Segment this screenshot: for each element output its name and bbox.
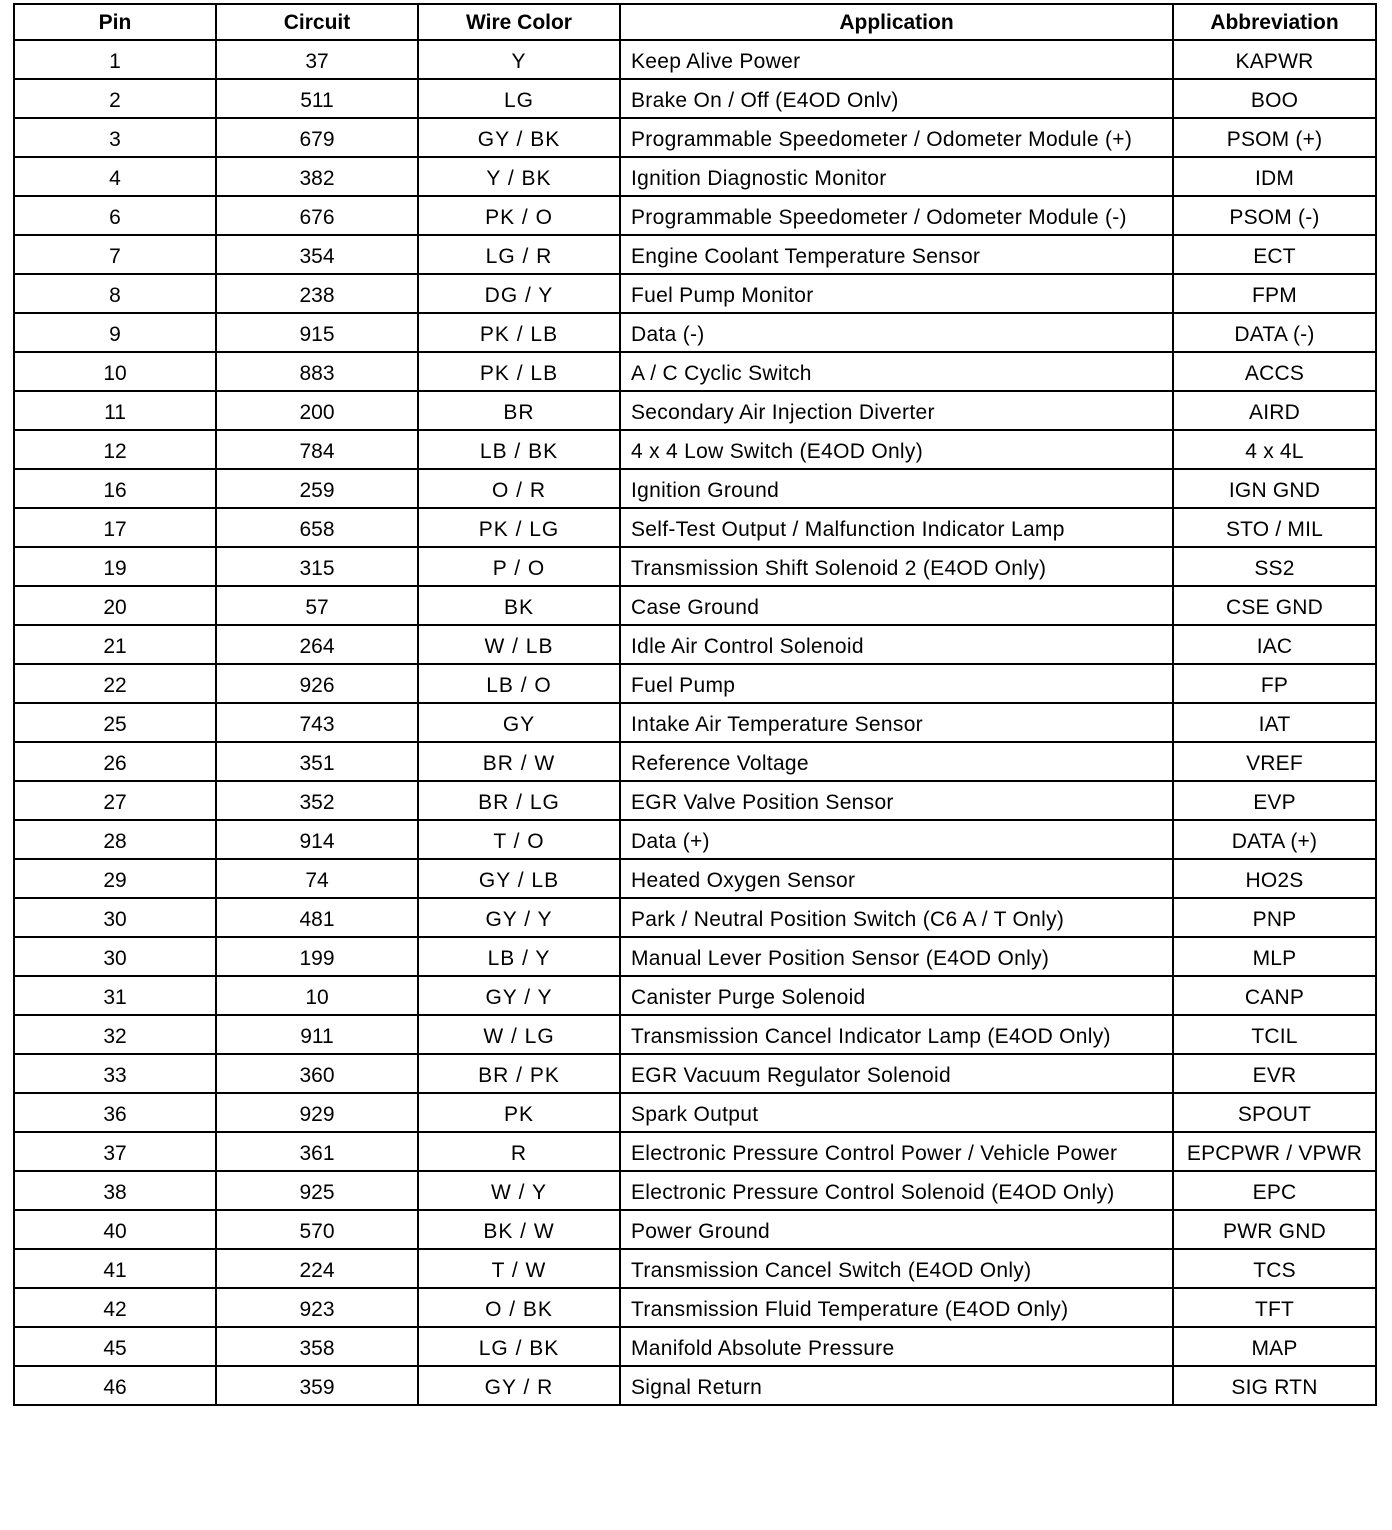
circuit-cell: 264 bbox=[216, 625, 418, 664]
circuit-cell: 259 bbox=[216, 469, 418, 508]
wire-color-cell: GY / Y bbox=[418, 976, 620, 1015]
wire-color-cell: BR bbox=[418, 391, 620, 430]
pin-cell: 22 bbox=[14, 664, 216, 703]
application-cell: Data (+) bbox=[620, 820, 1173, 859]
pin-cell: 30 bbox=[14, 898, 216, 937]
pin-cell: 38 bbox=[14, 1171, 216, 1210]
wire-color-cell: LG bbox=[418, 79, 620, 118]
application-cell: A / C Cyclic Switch bbox=[620, 352, 1173, 391]
header-abbreviation: Abbreviation bbox=[1173, 4, 1376, 40]
abbreviation-cell: TFT bbox=[1173, 1288, 1376, 1327]
circuit-cell: 37 bbox=[216, 40, 418, 79]
abbreviation-cell: SPOUT bbox=[1173, 1093, 1376, 1132]
table-row bbox=[14, 469, 1376, 508]
abbreviation-cell: MAP bbox=[1173, 1327, 1376, 1366]
header-row bbox=[14, 4, 1376, 40]
pin-cell: 19 bbox=[14, 547, 216, 586]
circuit-cell: 10 bbox=[216, 976, 418, 1015]
application-cell: Transmission Cancel Switch (E4OD Only) bbox=[620, 1249, 1173, 1288]
circuit-cell: 224 bbox=[216, 1249, 418, 1288]
table-row bbox=[14, 391, 1376, 430]
application-cell: Transmission Cancel Indicator Lamp (E4OD Only) bbox=[620, 1015, 1173, 1054]
wire-color-cell: LG / R bbox=[418, 235, 620, 274]
abbreviation-cell: IAC bbox=[1173, 625, 1376, 664]
table-row bbox=[14, 508, 1376, 547]
table-row bbox=[14, 547, 1376, 586]
application-cell: Electronic Pressure Control Solenoid (E4OD Only) bbox=[620, 1171, 1173, 1210]
wire-color-cell: GY / LB bbox=[418, 859, 620, 898]
table-row bbox=[14, 196, 1376, 235]
table-row bbox=[14, 937, 1376, 976]
table-row bbox=[14, 1249, 1376, 1288]
application-cell: Transmission Fluid Temperature (E4OD Only) bbox=[620, 1288, 1173, 1327]
circuit-cell: 57 bbox=[216, 586, 418, 625]
wire-color-cell: Y / BK bbox=[418, 157, 620, 196]
abbreviation-cell: TCIL bbox=[1173, 1015, 1376, 1054]
circuit-cell: 743 bbox=[216, 703, 418, 742]
circuit-cell: 359 bbox=[216, 1366, 418, 1405]
wire-color-cell: R bbox=[418, 1132, 620, 1171]
table-row bbox=[14, 40, 1376, 79]
pin-cell: 1 bbox=[14, 40, 216, 79]
pin-cell: 25 bbox=[14, 703, 216, 742]
application-cell: 4 x 4 Low Switch (E4OD Only) bbox=[620, 430, 1173, 469]
abbreviation-cell: IDM bbox=[1173, 157, 1376, 196]
wire-color-cell: O / R bbox=[418, 469, 620, 508]
table-row bbox=[14, 625, 1376, 664]
abbreviation-cell: HO2S bbox=[1173, 859, 1376, 898]
abbreviation-cell: STO / MIL bbox=[1173, 508, 1376, 547]
table-row bbox=[14, 430, 1376, 469]
abbreviation-cell: KAPWR bbox=[1173, 40, 1376, 79]
circuit-cell: 481 bbox=[216, 898, 418, 937]
circuit-cell: 511 bbox=[216, 79, 418, 118]
table-row bbox=[14, 664, 1376, 703]
application-cell: Reference Voltage bbox=[620, 742, 1173, 781]
table-row bbox=[14, 235, 1376, 274]
abbreviation-cell: AIRD bbox=[1173, 391, 1376, 430]
wire-color-cell: LB / Y bbox=[418, 937, 620, 976]
pinout-table bbox=[13, 3, 1377, 1406]
table-row bbox=[14, 781, 1376, 820]
pin-cell: 9 bbox=[14, 313, 216, 352]
pin-cell: 40 bbox=[14, 1210, 216, 1249]
pin-cell: 29 bbox=[14, 859, 216, 898]
circuit-cell: 658 bbox=[216, 508, 418, 547]
table-row bbox=[14, 79, 1376, 118]
application-cell: Data (-) bbox=[620, 313, 1173, 352]
wire-color-cell: GY / BK bbox=[418, 118, 620, 157]
wire-color-cell: Y bbox=[418, 40, 620, 79]
wire-color-cell: PK / LG bbox=[418, 508, 620, 547]
wire-color-cell: BK / W bbox=[418, 1210, 620, 1249]
abbreviation-cell: IAT bbox=[1173, 703, 1376, 742]
application-cell: Ignition Ground bbox=[620, 469, 1173, 508]
table-row bbox=[14, 1327, 1376, 1366]
application-cell: Programmable Speedometer / Odometer Module (-) bbox=[620, 196, 1173, 235]
application-cell: Engine Coolant Temperature Sensor bbox=[620, 235, 1173, 274]
pin-cell: 12 bbox=[14, 430, 216, 469]
circuit-cell: 352 bbox=[216, 781, 418, 820]
pin-cell: 2 bbox=[14, 79, 216, 118]
table-row bbox=[14, 157, 1376, 196]
circuit-cell: 915 bbox=[216, 313, 418, 352]
abbreviation-cell: TCS bbox=[1173, 1249, 1376, 1288]
application-cell: Programmable Speedometer / Odometer Module (+) bbox=[620, 118, 1173, 157]
application-cell: EGR Valve Position Sensor bbox=[620, 781, 1173, 820]
circuit-cell: 679 bbox=[216, 118, 418, 157]
circuit-cell: 315 bbox=[216, 547, 418, 586]
pin-cell: 26 bbox=[14, 742, 216, 781]
table-row bbox=[14, 1171, 1376, 1210]
pin-cell: 46 bbox=[14, 1366, 216, 1405]
pin-cell: 4 bbox=[14, 157, 216, 196]
header-circuit: Circuit bbox=[216, 4, 418, 40]
circuit-cell: 926 bbox=[216, 664, 418, 703]
abbreviation-cell: FPM bbox=[1173, 274, 1376, 313]
wire-color-cell: LB / BK bbox=[418, 430, 620, 469]
abbreviation-cell: ECT bbox=[1173, 235, 1376, 274]
wire-color-cell: DG / Y bbox=[418, 274, 620, 313]
application-cell: Secondary Air Injection Diverter bbox=[620, 391, 1173, 430]
application-cell: Spark Output bbox=[620, 1093, 1173, 1132]
abbreviation-cell: PSOM (-) bbox=[1173, 196, 1376, 235]
wire-color-cell: LG / BK bbox=[418, 1327, 620, 1366]
wire-color-cell: GY bbox=[418, 703, 620, 742]
application-cell: Fuel Pump Monitor bbox=[620, 274, 1173, 313]
pin-cell: 36 bbox=[14, 1093, 216, 1132]
wire-color-cell: BK bbox=[418, 586, 620, 625]
wire-color-cell: PK / O bbox=[418, 196, 620, 235]
circuit-cell: 883 bbox=[216, 352, 418, 391]
circuit-cell: 238 bbox=[216, 274, 418, 313]
abbreviation-cell: EPCPWR / VPWR bbox=[1173, 1132, 1376, 1171]
abbreviation-cell: ACCS bbox=[1173, 352, 1376, 391]
abbreviation-cell: EVR bbox=[1173, 1054, 1376, 1093]
application-cell: Signal Return bbox=[620, 1366, 1173, 1405]
abbreviation-cell: MLP bbox=[1173, 937, 1376, 976]
abbreviation-cell: FP bbox=[1173, 664, 1376, 703]
header-pin: Pin bbox=[14, 4, 216, 40]
table-row bbox=[14, 1210, 1376, 1249]
abbreviation-cell: CSE GND bbox=[1173, 586, 1376, 625]
application-cell: Electronic Pressure Control Power / Vehicle Power bbox=[620, 1132, 1173, 1171]
pin-cell: 11 bbox=[14, 391, 216, 430]
wire-color-cell: T / O bbox=[418, 820, 620, 859]
abbreviation-cell: 4 x 4L bbox=[1173, 430, 1376, 469]
table-row bbox=[14, 1015, 1376, 1054]
wire-color-cell: W / LB bbox=[418, 625, 620, 664]
wire-color-cell: W / LG bbox=[418, 1015, 620, 1054]
pin-cell: 8 bbox=[14, 274, 216, 313]
wire-color-cell: O / BK bbox=[418, 1288, 620, 1327]
pin-cell: 6 bbox=[14, 196, 216, 235]
table-row bbox=[14, 898, 1376, 937]
pin-cell: 41 bbox=[14, 1249, 216, 1288]
circuit-cell: 923 bbox=[216, 1288, 418, 1327]
wire-color-cell: BR / LG bbox=[418, 781, 620, 820]
pin-cell: 37 bbox=[14, 1132, 216, 1171]
table-row bbox=[14, 976, 1376, 1015]
wire-color-cell: PK / LB bbox=[418, 313, 620, 352]
abbreviation-cell: PSOM (+) bbox=[1173, 118, 1376, 157]
circuit-cell: 74 bbox=[216, 859, 418, 898]
application-cell: Case Ground bbox=[620, 586, 1173, 625]
application-cell: Ignition Diagnostic Monitor bbox=[620, 157, 1173, 196]
circuit-cell: 382 bbox=[216, 157, 418, 196]
application-cell: Canister Purge Solenoid bbox=[620, 976, 1173, 1015]
circuit-cell: 676 bbox=[216, 196, 418, 235]
application-cell: Heated Oxygen Sensor bbox=[620, 859, 1173, 898]
table-row bbox=[14, 274, 1376, 313]
application-cell: Manual Lever Position Sensor (E4OD Only) bbox=[620, 937, 1173, 976]
wire-color-cell: GY / Y bbox=[418, 898, 620, 937]
abbreviation-cell: EPC bbox=[1173, 1171, 1376, 1210]
table-row bbox=[14, 1288, 1376, 1327]
pin-cell: 10 bbox=[14, 352, 216, 391]
header-application: Application bbox=[620, 4, 1173, 40]
table-row bbox=[14, 352, 1376, 391]
abbreviation-cell: SS2 bbox=[1173, 547, 1376, 586]
abbreviation-cell: BOO bbox=[1173, 79, 1376, 118]
wire-color-cell: W / Y bbox=[418, 1171, 620, 1210]
pin-cell: 33 bbox=[14, 1054, 216, 1093]
circuit-cell: 351 bbox=[216, 742, 418, 781]
application-cell: Self-Test Output / Malfunction Indicator Lamp bbox=[620, 508, 1173, 547]
abbreviation-cell: PNP bbox=[1173, 898, 1376, 937]
pin-cell: 45 bbox=[14, 1327, 216, 1366]
abbreviation-cell: SIG RTN bbox=[1173, 1366, 1376, 1405]
pin-cell: 3 bbox=[14, 118, 216, 157]
abbreviation-cell: CANP bbox=[1173, 976, 1376, 1015]
wire-color-cell: BR / PK bbox=[418, 1054, 620, 1093]
abbreviation-cell: EVP bbox=[1173, 781, 1376, 820]
pin-cell: 16 bbox=[14, 469, 216, 508]
circuit-cell: 199 bbox=[216, 937, 418, 976]
wire-color-cell: T / W bbox=[418, 1249, 620, 1288]
abbreviation-cell: IGN GND bbox=[1173, 469, 1376, 508]
application-cell: Park / Neutral Position Switch (C6 A / T Only) bbox=[620, 898, 1173, 937]
pin-cell: 30 bbox=[14, 937, 216, 976]
wire-color-cell: BR / W bbox=[418, 742, 620, 781]
circuit-cell: 929 bbox=[216, 1093, 418, 1132]
table-row bbox=[14, 1093, 1376, 1132]
pin-cell: 20 bbox=[14, 586, 216, 625]
abbreviation-cell: DATA (-) bbox=[1173, 313, 1376, 352]
application-cell: Keep Alive Power bbox=[620, 40, 1173, 79]
circuit-cell: 361 bbox=[216, 1132, 418, 1171]
table-row bbox=[14, 1366, 1376, 1405]
circuit-cell: 354 bbox=[216, 235, 418, 274]
pin-cell: 21 bbox=[14, 625, 216, 664]
circuit-cell: 570 bbox=[216, 1210, 418, 1249]
header-wire-color: Wire Color bbox=[418, 4, 620, 40]
pin-cell: 27 bbox=[14, 781, 216, 820]
abbreviation-cell: PWR GND bbox=[1173, 1210, 1376, 1249]
application-cell: Transmission Shift Solenoid 2 (E4OD Only) bbox=[620, 547, 1173, 586]
table-row bbox=[14, 118, 1376, 157]
circuit-cell: 914 bbox=[216, 820, 418, 859]
pin-cell: 28 bbox=[14, 820, 216, 859]
circuit-cell: 911 bbox=[216, 1015, 418, 1054]
circuit-cell: 784 bbox=[216, 430, 418, 469]
table-row bbox=[14, 742, 1376, 781]
table-row bbox=[14, 313, 1376, 352]
circuit-cell: 925 bbox=[216, 1171, 418, 1210]
pinout-document bbox=[13, 3, 1375, 1406]
application-cell: Brake On / Off (E4OD Onlv) bbox=[620, 79, 1173, 118]
table-row bbox=[14, 1132, 1376, 1171]
table-row bbox=[14, 1054, 1376, 1093]
application-cell: Manifold Absolute Pressure bbox=[620, 1327, 1173, 1366]
wire-color-cell: LB / O bbox=[418, 664, 620, 703]
pin-cell: 7 bbox=[14, 235, 216, 274]
wire-color-cell: P / O bbox=[418, 547, 620, 586]
wire-color-cell: PK / LB bbox=[418, 352, 620, 391]
application-cell: Idle Air Control Solenoid bbox=[620, 625, 1173, 664]
table-row bbox=[14, 703, 1376, 742]
pin-cell: 17 bbox=[14, 508, 216, 547]
pin-cell: 42 bbox=[14, 1288, 216, 1327]
application-cell: Power Ground bbox=[620, 1210, 1173, 1249]
abbreviation-cell: DATA (+) bbox=[1173, 820, 1376, 859]
wire-color-cell: GY / R bbox=[418, 1366, 620, 1405]
application-cell: Fuel Pump bbox=[620, 664, 1173, 703]
circuit-cell: 358 bbox=[216, 1327, 418, 1366]
abbreviation-cell: VREF bbox=[1173, 742, 1376, 781]
application-cell: EGR Vacuum Regulator Solenoid bbox=[620, 1054, 1173, 1093]
circuit-cell: 360 bbox=[216, 1054, 418, 1093]
table-row bbox=[14, 859, 1376, 898]
pin-cell: 31 bbox=[14, 976, 216, 1015]
table-row bbox=[14, 820, 1376, 859]
circuit-cell: 200 bbox=[216, 391, 418, 430]
table-body bbox=[14, 40, 1376, 1405]
wire-color-cell: PK bbox=[418, 1093, 620, 1132]
application-cell: Intake Air Temperature Sensor bbox=[620, 703, 1173, 742]
pin-cell: 32 bbox=[14, 1015, 216, 1054]
table-row bbox=[14, 586, 1376, 625]
